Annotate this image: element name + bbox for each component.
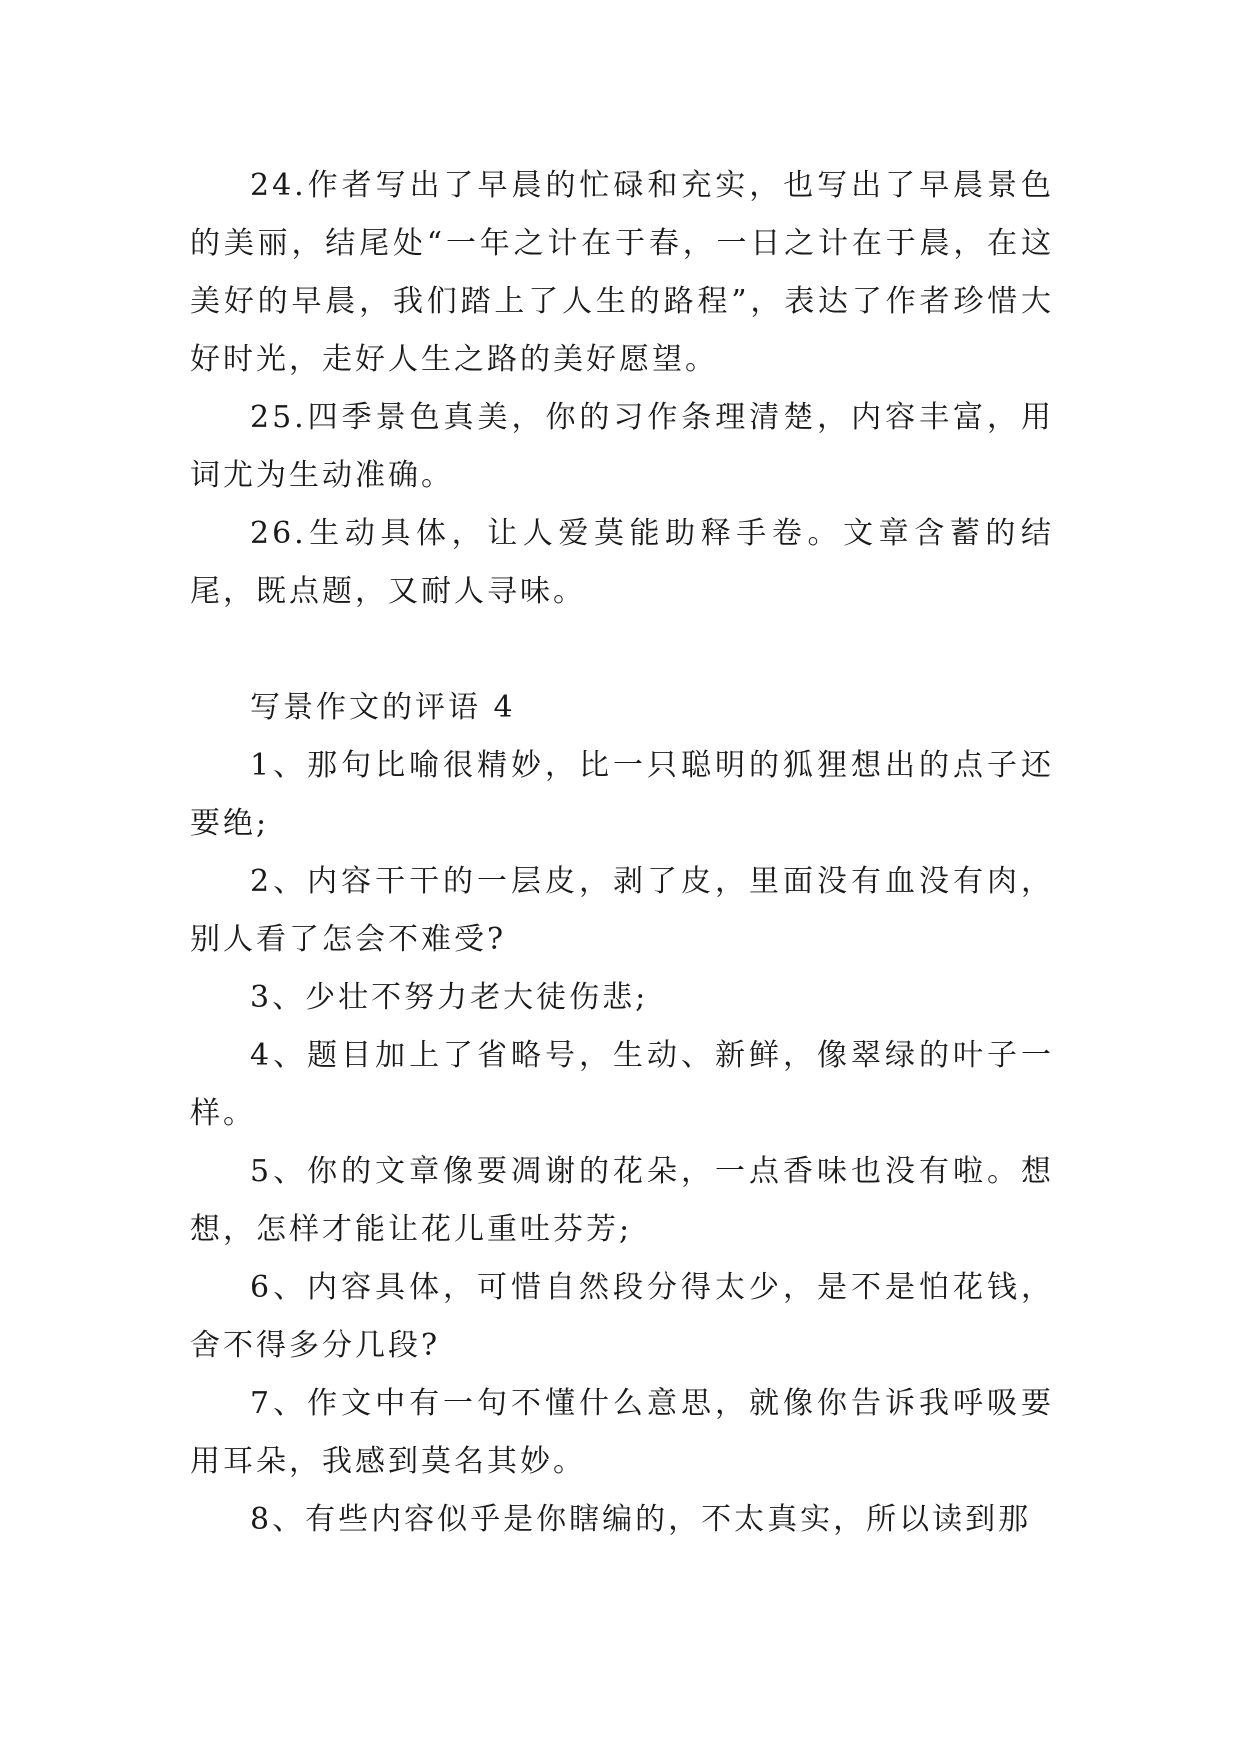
document-body [190, 157, 1054, 1549]
comment-item-1: 1、那句比喻很精妙，比一只聪明的狐狸想出的点子还要绝; [190, 748, 1054, 841]
comment-item-2: 2、内容干干的一层皮，剥了皮，里面没有血没有肉，别人看了怎会不难受? [190, 864, 1054, 957]
paragraph-24: 24.作者写出了早晨的忙碌和充实，也写出了早晨景色的美丽，结尾处“一年之计在于春，一日之计在于晨，在这美好的早晨，我们踏上了人生的路程”，表达了作者珍惜大好时光，走好人生之路的美好愿望。 [190, 168, 1054, 377]
comment-item-6: 6、内容具体，可惜自然段分得太少，是不是怕花钱，舍不得多分几段? [190, 1270, 1054, 1363]
section-title: 写景作文的评语 4 [250, 690, 516, 725]
comment-item-4: 4、题目加上了省略号，生动、新鲜，像翠绿的叶子一样。 [190, 1038, 1054, 1131]
comment-item-3: 3、少壮不努力老大徒伤悲; [250, 980, 649, 1015]
paragraph-26: 26.生动具体，让人爱莫能助释手卷。文章含蓄的结尾，既点题，又耐人寻味。 [190, 516, 1054, 609]
comment-item-5: 5、你的文章像要凋谢的花朵，一点香味也没有啦。想想，怎样才能让花儿重吐芬芳; [190, 1154, 1054, 1247]
section-spacer [190, 621, 1054, 679]
paragraph-25: 25.四季景色真美，你的习作条理清楚，内容丰富，用词尤为生动准确。 [190, 400, 1054, 493]
comment-item-7: 7、作文中有一句不懂什么意思，就像你告诉我呼吸要用耳朵，我感到莫名其妙。 [190, 1386, 1054, 1479]
comment-item-8: 8、有些内容似乎是你瞎编的，不太真实，所以读到那 [250, 1502, 1032, 1537]
